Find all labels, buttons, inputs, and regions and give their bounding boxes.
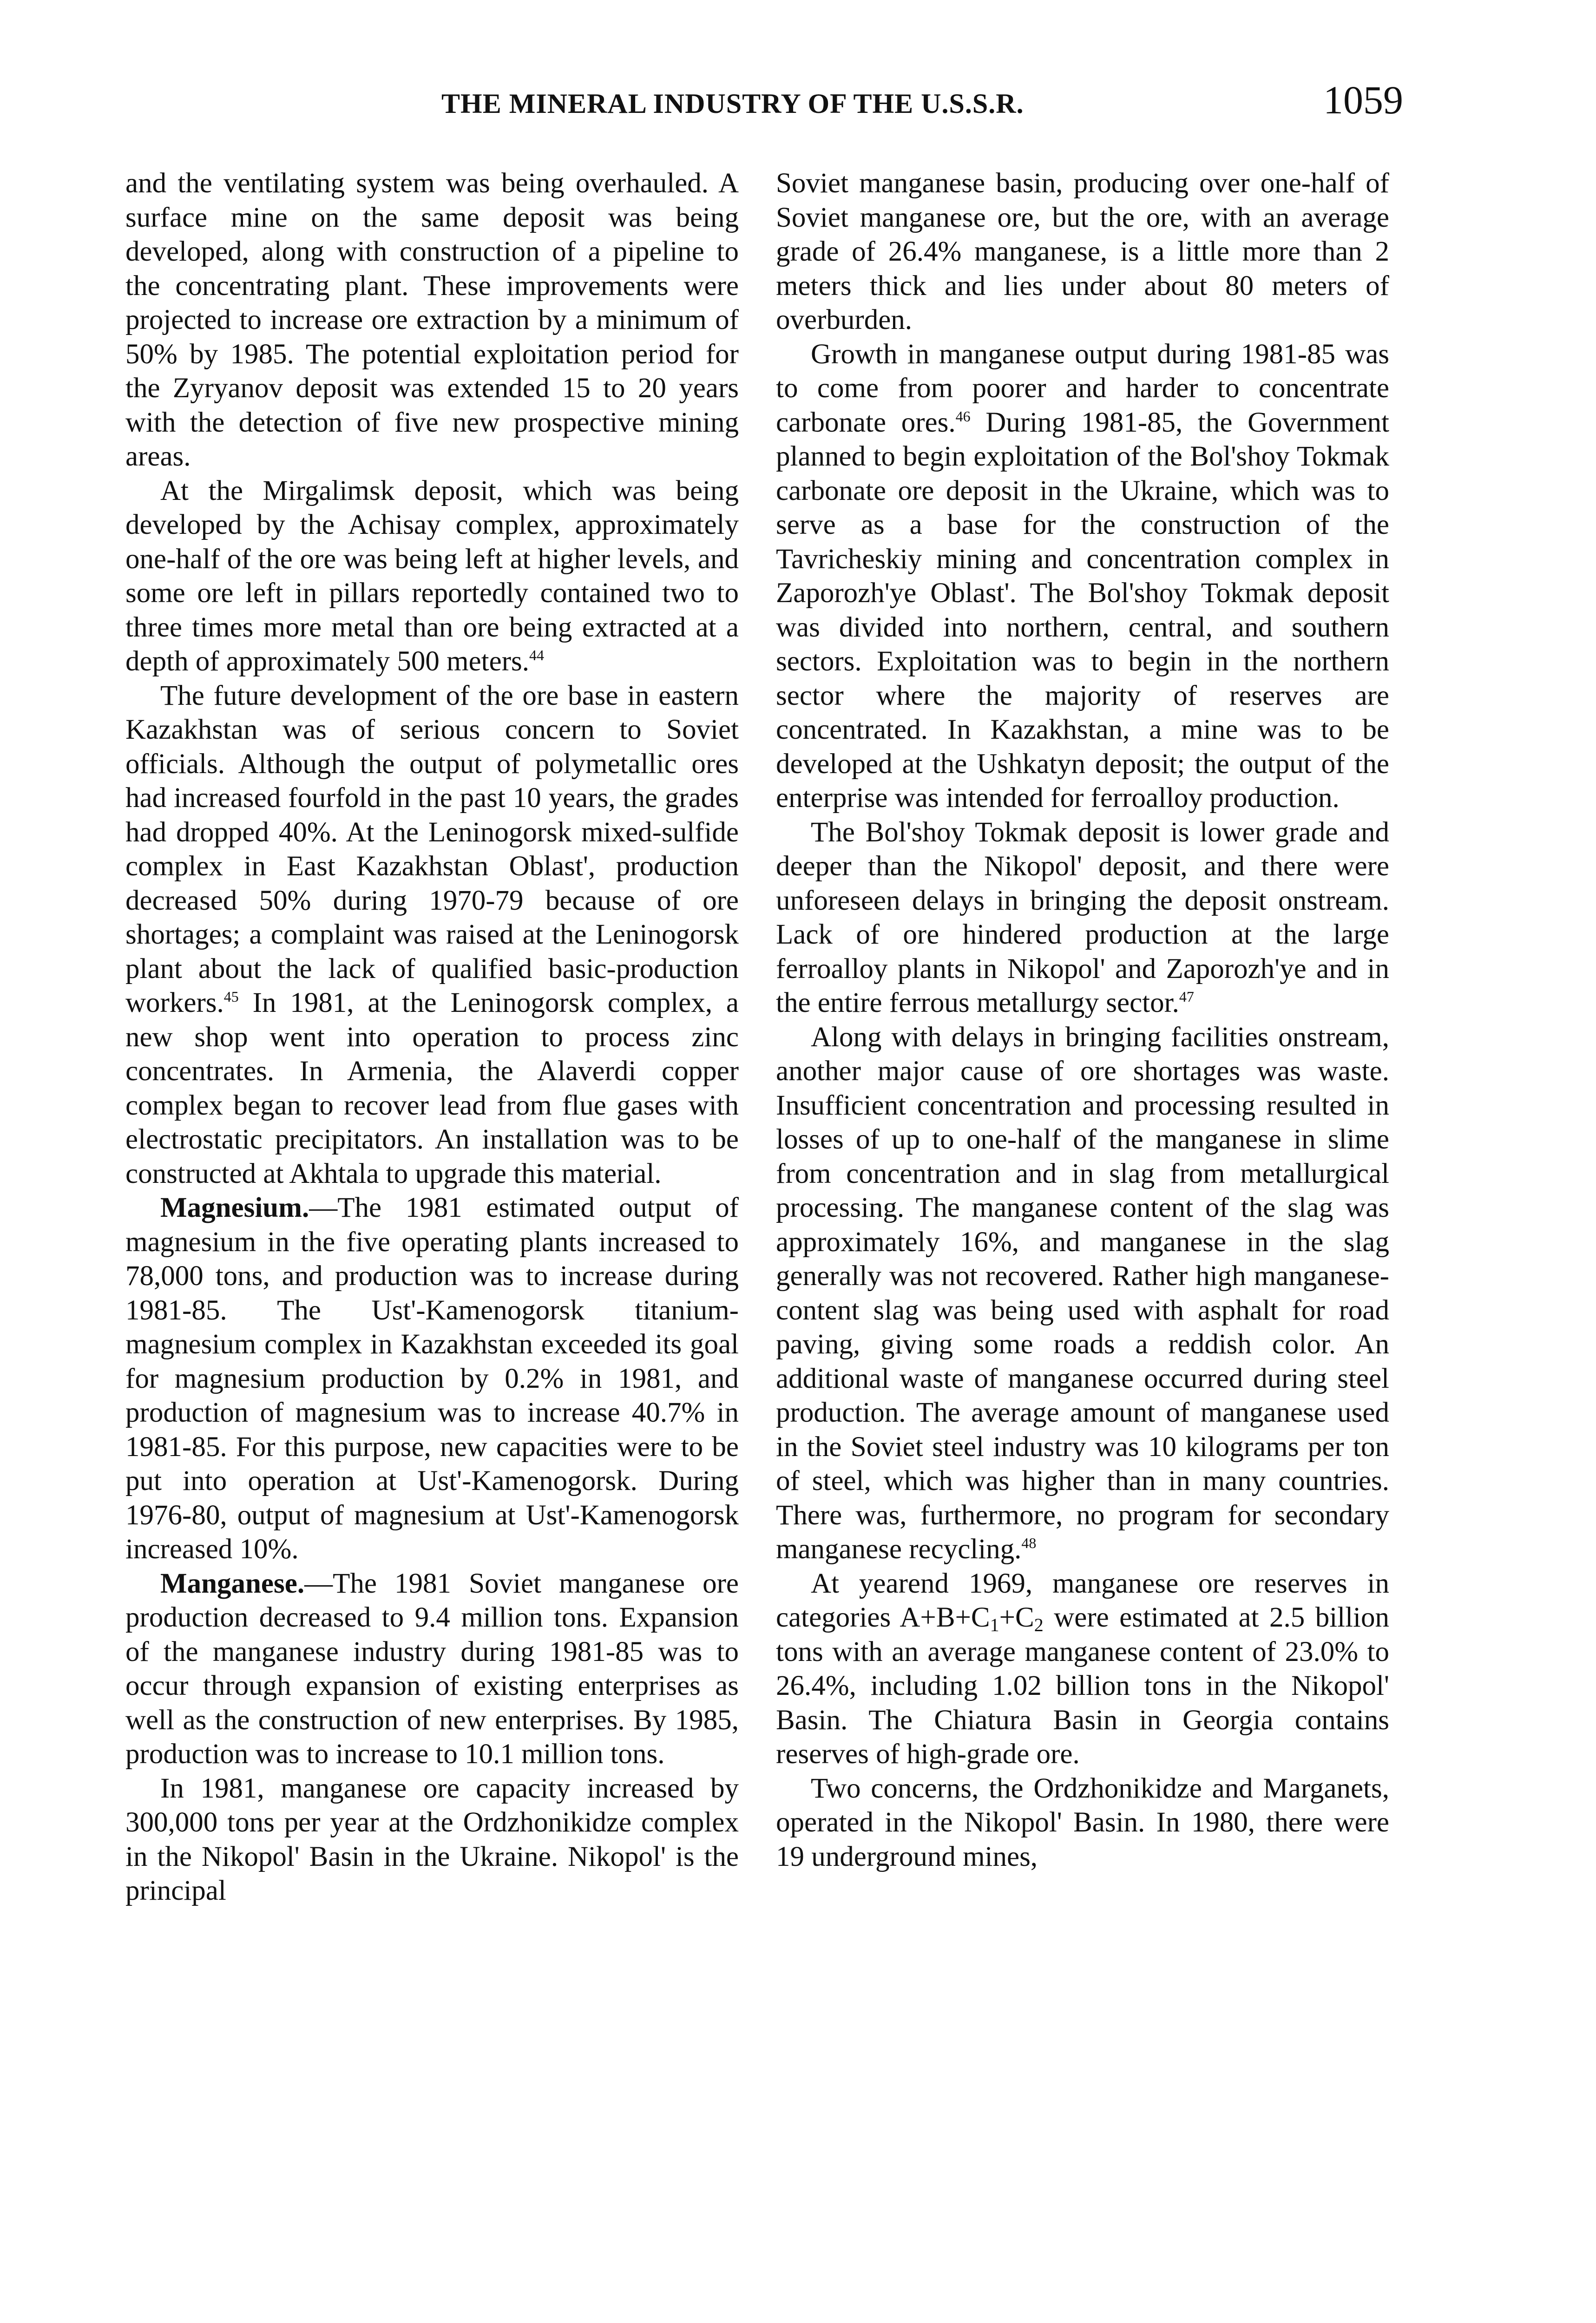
paragraph-text: were estimated at 2.5 billion tons with an average manganese content of 23.0% to 26.4%, including 1.02 billion tons in the Nikopol' Basin. The Chiatura Basin in Georgia contains reserves of high-grade ore. bbox=[776, 1602, 1389, 1770]
section-heading-magnesium: Magnesium. bbox=[160, 1192, 309, 1223]
paragraph-magnesium bbox=[125, 1191, 739, 1567]
subscript-1: 1 bbox=[990, 1614, 999, 1635]
paragraph-text: Growth in manganese output during 1981-85 was to come from poorer and harder to concentrate carbonate ores. bbox=[776, 338, 1389, 438]
paragraph-text: In 1981, manganese ore capacity increased by 300,000 tons per year at the Ordzhonikidze complex in the Nikopol' Basin in the Ukraine. Nikopol' is the principal bbox=[125, 1772, 739, 1906]
paragraph-text: Soviet manganese basin, producing over one-half of Soviet manganese ore, but the ore, with an average grade of 26.4% manganese, is a little more than 2 meters thick and lies under about 80 meters of overburden. bbox=[776, 168, 1389, 335]
paragraph-text: During 1981-85, the Government planned to begin exploitation of the Bol'shoy Tokmak carbonate ore deposit in the Ukraine, which was to serve as a base for the construction of the Tavricheskiy mining and concentration complex in Zaporozh'ye Oblast'. The Bol'shoy Tokmak deposit was divided into northern, central, and southern sectors. Exploitation was to begin in the northern sector where the majority of reserves are concentrated. In Kazakhstan, a mine was to be developed at the Ushkatyn deposit; the output of the enterprise was intended for ferroalloy production. bbox=[776, 407, 1390, 814]
paragraph-manganese-capacity bbox=[125, 1772, 739, 1908]
paragraph-text: The future development of the ore base in eastern Kazakhstan was of serious concern to Soviet officials. Although the output of polymetallic ores had increased fourfold in the past 10 years, the grades had dropped 40%. At the Leninogorsk mixed-sulfide complex in East Kazakhstan Oblast', production decreased 50% during 1970-79 because of ore shortages; a complaint was raised at the Leninogorsk plant about the lack of qualified basic-production workers. bbox=[125, 680, 739, 1018]
footnote-ref-45: 45 bbox=[223, 988, 239, 1005]
paragraph-text: At yearend 1969, manganese ore reserves in categories A+B+C bbox=[776, 1568, 1389, 1633]
paragraph-zyryanov-continued bbox=[125, 166, 739, 474]
subscript-2: 2 bbox=[1034, 1614, 1044, 1635]
footnote-ref-47: 47 bbox=[1179, 988, 1194, 1005]
paragraph-kazakhstan-ore-base bbox=[125, 679, 739, 1191]
paragraph-mirgalimsk bbox=[125, 474, 739, 679]
paragraph-text: At the Mirgalimsk deposit, which was being developed by the Achisay complex, approximately one-half of the ore was being left at higher levels, and some ore left in pillars reportedly contained two to three times more metal than ore being extracted at a depth of approximately 500 meters. bbox=[125, 475, 739, 677]
paragraph-text: —The 1981 estimated output of magnesium in the five operating plants increased to 78,000 tons, and production was to increase during 1981-85. The Ust'-Kamenogorsk titanium-magnesium complex in Kazakhstan exceeded its goal for magnesium production by 0.2% in 1981, and production of magnesium was to increase 40.7% in 1981-85. For this purpose, new capacities were to be put into operation at Ust'-Kamenogorsk. During 1976-80, output of magnesium at Ust'-Kamenogorsk increased 10%. bbox=[125, 1192, 739, 1565]
paragraph-concerns bbox=[776, 1772, 1389, 1874]
paragraph-text: and the ventilating system was being overhauled. A surface mine on the same deposit was being developed, along with construction of a pipeline to the concentrating plant. These improvements were projected to increase ore extraction by a minimum of 50% by 1985. The potential exploitation period for the Zyryanov deposit was extended 15 to 20 years with the detection of five new prospective mining areas. bbox=[125, 168, 739, 472]
running-title: THE MINERAL INDUSTRY OF THE U.S.S.R. bbox=[441, 88, 1024, 119]
footnote-ref-46: 46 bbox=[955, 407, 971, 425]
paragraph-ore-waste bbox=[776, 1020, 1389, 1567]
paragraph-bolshoy-tokmak bbox=[776, 815, 1389, 1020]
right-column bbox=[776, 166, 1389, 1874]
paragraph-text: In 1981, at the Leninogorsk complex, a new shop went into operation to process zinc concentrates. In Armenia, the Alaverdi copper complex began to recover lead from flue gases with electrostatic precipitators. An installation was to be constructed at Akhtala to upgrade this material. bbox=[125, 987, 739, 1189]
paragraph-text: Along with delays in bringing facilities onstream, another major cause of ore shortages was waste. Insufficient concentration and processing resulted in losses of up to one-half of the manganese in slime from concentration and in slag from metallurgical processing. The manganese content of the slag was approximately 16%, and manganese in the slag generally was not recovered. Rather high manganese-content slag was being used with asphalt for road paving, giving some roads a reddish color. An additional waste of manganese occurred during steel production. The average amount of manganese used in the Soviet steel industry was 10 kilograms per ton of steel, which was higher than in many countries. There was, furthermore, no program for secondary manganese recycling. bbox=[776, 1021, 1389, 1565]
paragraph-manganese bbox=[125, 1567, 739, 1772]
footnote-ref-48: 48 bbox=[1021, 1535, 1037, 1551]
page-number: 1059 bbox=[1323, 78, 1403, 122]
paragraph-text: +C bbox=[999, 1602, 1034, 1633]
paragraph-text: —The 1981 Soviet manganese ore production decreased to 9.4 million tons. Expansion of the manganese industry during 1981-85 was to occur through expansion of existing enterprises as well as the construction of new enterprises. By 1985, production was to increase to 10.1 million tons. bbox=[125, 1568, 739, 1770]
running-header bbox=[125, 77, 1403, 128]
left-column bbox=[125, 166, 739, 1908]
paragraph-text: Two concerns, the Ordzhonikidze and Marganets, operated in the Nikopol' Basin. In 1980, there were 19 underground mines, bbox=[776, 1772, 1389, 1872]
paragraph-manganese-growth bbox=[776, 337, 1389, 815]
footnote-ref-44: 44 bbox=[529, 647, 545, 663]
paragraph-text: The Bol'shoy Tokmak deposit is lower grade and deeper than the Nikopol' deposit, and there were unforeseen delays in bringing the deposit onstream. Lack of ore hindered production at the large ferroalloy plants in Nikopol' and Zaporozh'ye and in the entire ferrous metallurgy sector. bbox=[776, 816, 1389, 1018]
section-heading-manganese: Manganese. bbox=[160, 1568, 305, 1599]
paragraph-nikopol-continued bbox=[776, 166, 1389, 337]
paragraph-reserves bbox=[776, 1567, 1389, 1772]
